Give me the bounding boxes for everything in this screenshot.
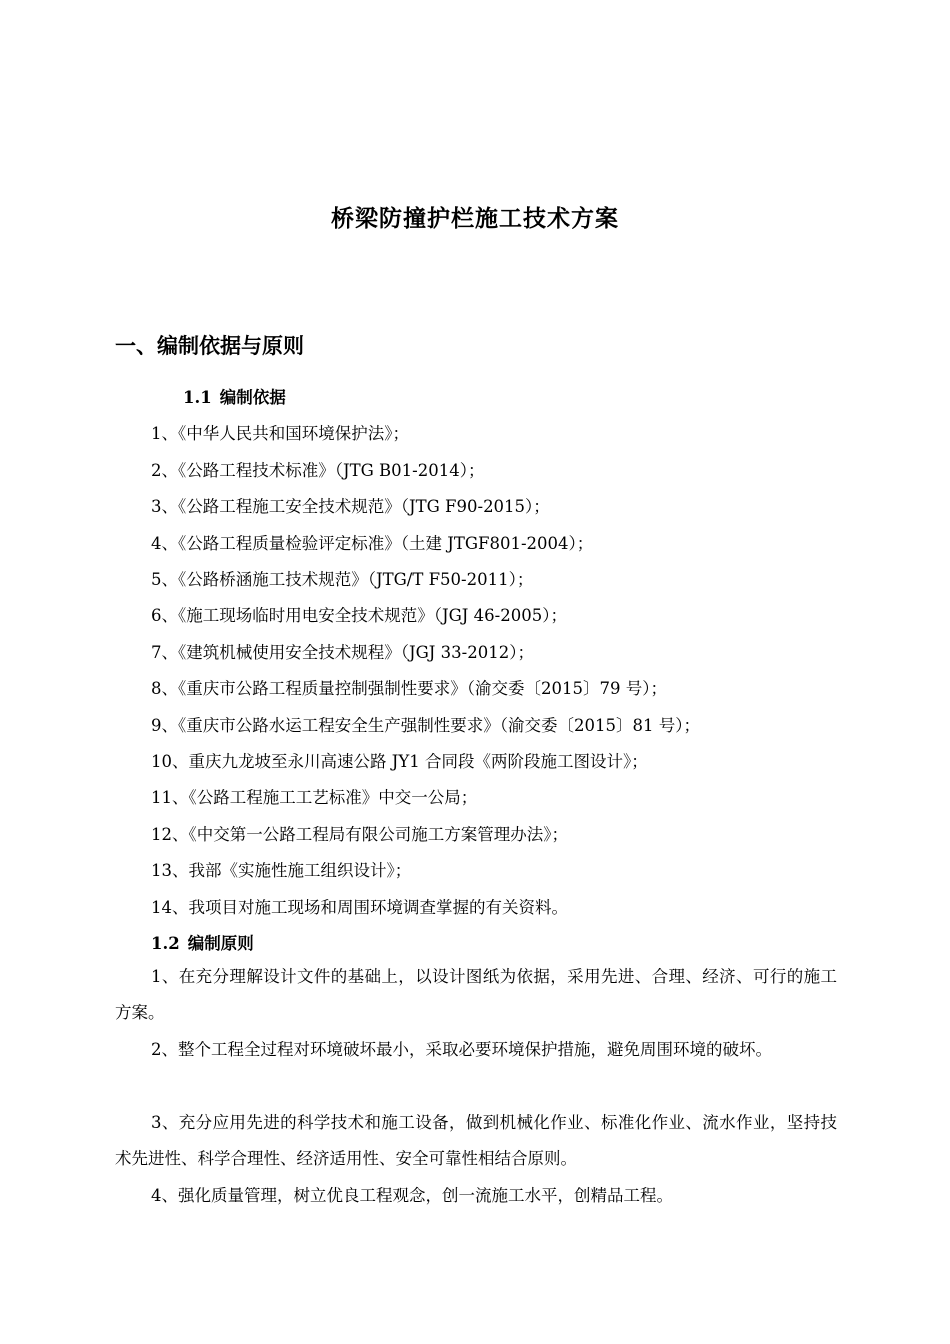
subsection-number: 1.1 xyxy=(183,388,212,407)
subsection-title: 编制依据 xyxy=(219,388,286,407)
reference-item: 13、我部《实施性施工组织设计》； xyxy=(151,861,412,880)
reference-item: 14、我项目对施工现场和周围环境调查掌握的有关资料。 xyxy=(151,898,568,917)
subsection-heading-principles xyxy=(151,930,254,954)
subsection-heading-basis xyxy=(183,384,286,408)
reference-item: 3、《公路工程施工安全技术规范》（JTG F90-2015）； xyxy=(151,497,550,516)
reference-item: 9、《重庆市公路水运工程安全生产强制性要求》（渝交委〔2015〕81 号）； xyxy=(151,716,700,735)
reference-item: 2、《公路工程技术标准》（JTG B01-2014）； xyxy=(151,461,485,480)
reference-item: 7、《建筑机械使用安全技术规程》（JGJ 33-2012）； xyxy=(151,643,534,662)
document-title: 桥梁防撞护栏施工技术方案 xyxy=(331,205,619,232)
reference-item: 12、《中交第一公路工程局有限公司施工方案管理办法》； xyxy=(151,825,568,844)
principle-paragraph: 1、在充分理解设计文件的基础上，以设计图纸为依据，采用先进、合理、经济、可行的施工方案。 xyxy=(115,967,837,1022)
reference-item: 8、《重庆市公路工程质量控制强制性要求》（渝交委〔2015〕79 号）； xyxy=(151,679,667,698)
reference-item: 1、《中华人民共和国环境保护法》； xyxy=(151,424,409,443)
subsection-number: 1.2 xyxy=(151,934,180,953)
subsection-title: 编制原则 xyxy=(187,934,254,953)
principle-paragraph: 2、整个工程全过程对环境破坏最小，采取必要环境保护措施，避免周围环境的破坏。 xyxy=(151,1040,772,1059)
principle-paragraph: 3、充分应用先进的科学技术和施工设备，做到机械化作业、标准化作业、流水作业，坚持技术先进性、科学合理性、经济适用性、安全可靠性相结合原则。 xyxy=(115,1113,837,1168)
reference-item: 10、重庆九龙坡至永川高速公路 JY1 合同段《两阶段施工图设计》； xyxy=(151,752,648,771)
reference-item: 6、《施工现场临时用电安全技术规范》（JGJ 46-2005）； xyxy=(151,606,567,625)
principle-paragraph: 4、强化质量管理，树立优良工程观念，创一流施工水平，创精品工程。 xyxy=(151,1186,673,1205)
reference-item: 5、《公路桥涵施工技术规范》（JTG/T F50-2011）； xyxy=(151,570,534,589)
section-heading: 一、编制依据与原则 xyxy=(115,333,304,358)
reference-item: 4、《公路工程质量检验评定标准》（土建 JTGF801-2004）； xyxy=(151,534,594,553)
reference-item: 11、《公路工程施工工艺标准》中交一公局； xyxy=(151,788,478,807)
